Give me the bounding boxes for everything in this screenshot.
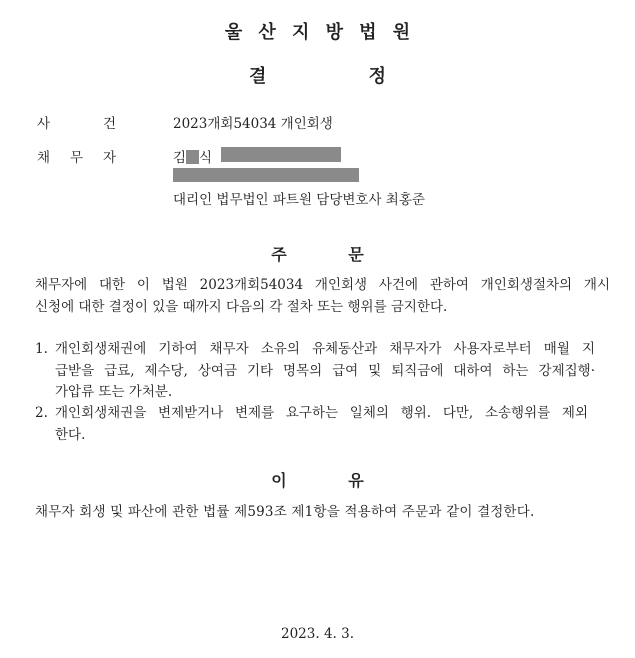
name-redaction xyxy=(186,150,199,164)
case-label-char-2: 건 xyxy=(103,116,117,132)
order-heading xyxy=(0,242,635,265)
debtor-label-char-3: 자 xyxy=(103,150,117,166)
order-item-1 xyxy=(35,339,595,404)
address-redaction-2 xyxy=(173,168,359,182)
debtor-name-last: 식 xyxy=(199,150,213,166)
decision-date: 2023. 4. 3. xyxy=(281,626,354,642)
reason-heading xyxy=(0,468,635,491)
order-item-1-number: 1. xyxy=(35,341,48,357)
debtor-label-char-2: 무 xyxy=(70,150,84,166)
case-label-char-1: 사 xyxy=(37,116,51,132)
document-title xyxy=(0,62,635,88)
case-label xyxy=(37,112,116,132)
debtor-representative: 대리인 법무법인 파트원 담당변호사 최홍준 xyxy=(173,192,425,208)
order-intro-line-1: 채무자에 대한 이 법원 2023개회54034 개인회생 사건에 관하여 개인회생절차의 개시 xyxy=(35,277,610,293)
order-item-2-number: 2. xyxy=(35,405,48,421)
case-number: 2023개회54034 개인회생 xyxy=(173,116,333,132)
court-name: 울산지방법원 xyxy=(224,22,427,43)
order-intro xyxy=(35,274,610,318)
order-item-1-line-1: 개인회생채권에 기하여 채무자 소유의 유체동산과 채무자가 사용자로부터 매월 지 xyxy=(55,341,595,357)
order-item-1-line-3: 가압류 또는 가처분. xyxy=(55,384,173,400)
address-redaction-1 xyxy=(221,147,341,162)
order-item-2-line-2: 한다. xyxy=(55,426,86,443)
title-text: 결 정 xyxy=(248,66,387,87)
order-item-1-line-2: 급받을 급료, 제수당, 상여금 기타 명목의 급여 및 퇴직금에 대하여 하는 강제집행· xyxy=(55,362,595,379)
order-heading-text: 주 문 xyxy=(271,245,364,264)
order-item-2-line-1: 개인회생채권을 변제받거나 변제를 요구하는 일체의 행위. 다만, 소송행위를 제외 xyxy=(55,405,588,421)
order-item-2 xyxy=(35,403,588,446)
debtor-name xyxy=(173,146,212,166)
reason-text: 채무자 회생 및 파산에 관한 법률 제593조 제1항을 적용하여 주문과 같이 결정한다. xyxy=(35,504,535,520)
debtor-name-first: 김 xyxy=(173,150,187,166)
reason-heading-text: 이 유 xyxy=(271,471,364,490)
debtor-label xyxy=(37,146,116,166)
order-intro-line-2: 신청에 대한 결정이 있을 때까지 다음의 각 절차 또는 행위를 금지한다. xyxy=(35,299,448,315)
debtor-label-char-1: 채 xyxy=(37,150,51,166)
